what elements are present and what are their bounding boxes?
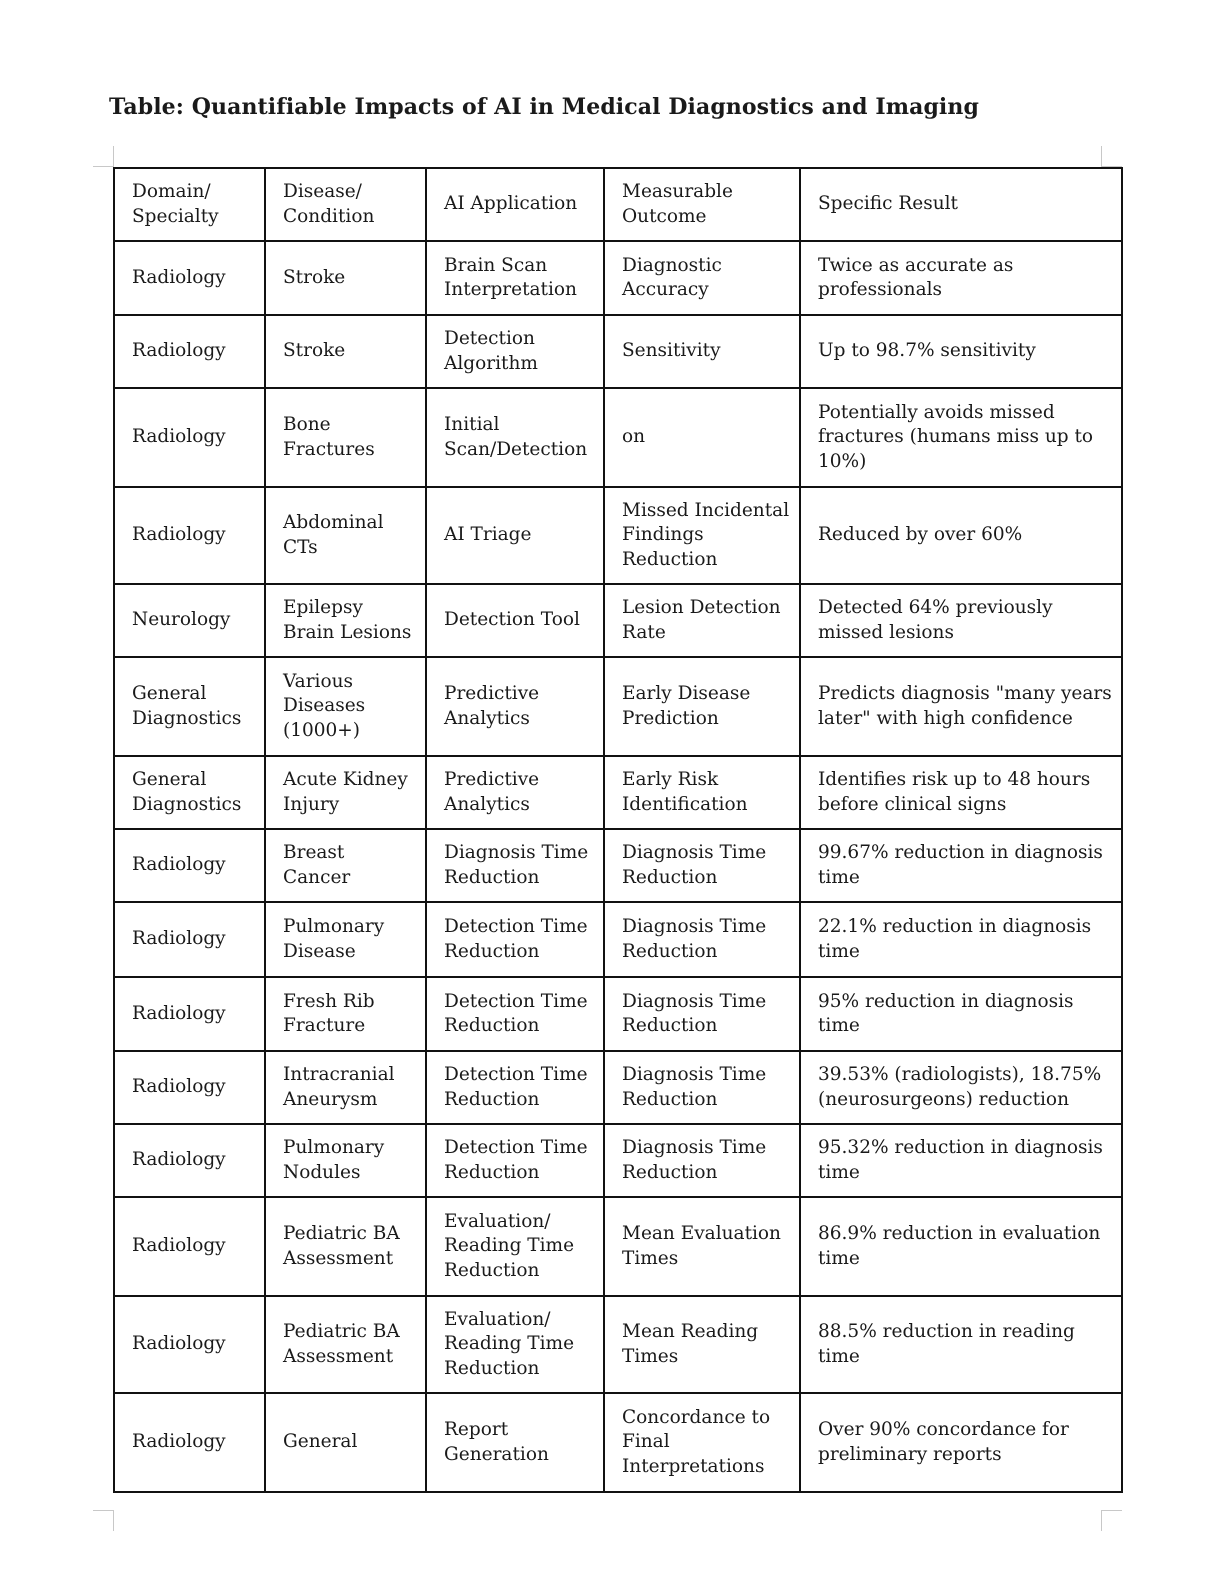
cell-measurable-outcome: Diagnosis Time Reduction bbox=[604, 977, 800, 1051]
cell-condition: Fresh Rib Fracture bbox=[265, 977, 426, 1051]
cell-condition: Pulmonary Nodules bbox=[265, 1124, 426, 1197]
cell-domain: Radiology bbox=[114, 315, 265, 388]
cell-specific-result: Potentially avoids missed fractures (humans miss up to 10%) bbox=[800, 388, 1122, 487]
cell-domain: Radiology bbox=[114, 829, 265, 902]
table-row bbox=[114, 1296, 1122, 1393]
table-row bbox=[114, 1124, 1122, 1197]
cell-measurable-outcome: Concordance to Final Interpretations bbox=[604, 1393, 800, 1492]
table-header-row bbox=[114, 168, 1122, 241]
table-row bbox=[114, 241, 1122, 315]
cell-measurable-outcome: Diagnosis Time Reduction bbox=[604, 1124, 800, 1197]
cell-domain: Radiology bbox=[114, 977, 265, 1051]
cell-ai-application: Report Generation bbox=[426, 1393, 604, 1492]
cell-condition: Abdominal CTs bbox=[265, 487, 426, 584]
cell-ai-application: Diagnosis Time Reduction bbox=[426, 829, 604, 902]
cell-condition: Various Diseases (1000+) bbox=[265, 657, 426, 756]
cell-ai-application: Predictive Analytics bbox=[426, 756, 604, 829]
cell-ai-application: Detection Time Reduction bbox=[426, 1051, 604, 1124]
cell-domain: Radiology bbox=[114, 388, 265, 487]
cell-condition: Intracranial Aneurysm bbox=[265, 1051, 426, 1124]
crop-mark-bottom-right bbox=[1101, 1510, 1122, 1531]
cell-domain: Radiology bbox=[114, 1296, 265, 1393]
cell-condition: Pediatric BA Assessment bbox=[265, 1197, 426, 1296]
header-cell-measurable-outcome: Measurable Outcome bbox=[604, 168, 800, 241]
cell-condition: Epilepsy Brain Lesions bbox=[265, 584, 426, 657]
table-row bbox=[114, 657, 1122, 756]
cell-domain: General Diagnostics bbox=[114, 756, 265, 829]
cell-measurable-outcome: Mean Evaluation Times bbox=[604, 1197, 800, 1296]
cell-ai-application: AI Triage bbox=[426, 487, 604, 584]
cell-domain: Radiology bbox=[114, 487, 265, 584]
impacts-table bbox=[113, 167, 1123, 1493]
cell-measurable-outcome: Lesion Detection Rate bbox=[604, 584, 800, 657]
cell-measurable-outcome: Mean Reading Times bbox=[604, 1296, 800, 1393]
cell-condition: General bbox=[265, 1393, 426, 1492]
header-cell-domain: Domain/ Specialty bbox=[114, 168, 265, 241]
cell-ai-application: Predictive Analytics bbox=[426, 657, 604, 756]
cell-specific-result: 86.9% reduction in evaluation time bbox=[800, 1197, 1122, 1296]
cell-domain: Neurology bbox=[114, 584, 265, 657]
cell-ai-application: Detection Algorithm bbox=[426, 315, 604, 388]
table-row bbox=[114, 388, 1122, 487]
cell-measurable-outcome: Missed Incidental Findings Reduction bbox=[604, 487, 800, 584]
cell-domain: Radiology bbox=[114, 1124, 265, 1197]
cell-condition: Stroke bbox=[265, 241, 426, 315]
cell-domain: Radiology bbox=[114, 241, 265, 315]
table-row bbox=[114, 487, 1122, 584]
cell-condition: Pulmonary Disease bbox=[265, 902, 426, 977]
table-row bbox=[114, 584, 1122, 657]
cell-specific-result: Twice as accurate as professionals bbox=[800, 241, 1122, 315]
cell-measurable-outcome: Diagnosis Time Reduction bbox=[604, 829, 800, 902]
cell-domain: Radiology bbox=[114, 1393, 265, 1492]
header-cell-specific-result: Specific Result bbox=[800, 168, 1122, 241]
table-row bbox=[114, 1051, 1122, 1124]
cell-specific-result: 22.1% reduction in diagnosis time bbox=[800, 902, 1122, 977]
cell-condition: Stroke bbox=[265, 315, 426, 388]
table-row bbox=[114, 315, 1122, 388]
table-body bbox=[114, 168, 1122, 1492]
cell-domain: Radiology bbox=[114, 902, 265, 977]
table-row bbox=[114, 902, 1122, 977]
cell-specific-result: Up to 98.7% sensitivity bbox=[800, 315, 1122, 388]
cell-measurable-outcome: Diagnosis Time Reduction bbox=[604, 902, 800, 977]
table-row bbox=[114, 1393, 1122, 1492]
cell-specific-result: 99.67% reduction in diagnosis time bbox=[800, 829, 1122, 902]
cell-specific-result: Identifies risk up to 48 hours before clinical signs bbox=[800, 756, 1122, 829]
cell-specific-result: Reduced by over 60% bbox=[800, 487, 1122, 584]
crop-mark-top-right bbox=[1101, 146, 1122, 167]
cell-condition: Breast Cancer bbox=[265, 829, 426, 902]
table-row bbox=[114, 756, 1122, 829]
crop-mark-top-left bbox=[93, 146, 114, 167]
header-cell-condition: Disease/ Condition bbox=[265, 168, 426, 241]
cell-condition: Pediatric BA Assessment bbox=[265, 1296, 426, 1393]
cell-ai-application: Evaluation/ Reading Time Reduction bbox=[426, 1197, 604, 1296]
cell-ai-application: Evaluation/ Reading Time Reduction bbox=[426, 1296, 604, 1393]
cell-measurable-outcome: Early Disease Prediction bbox=[604, 657, 800, 756]
cell-specific-result: 39.53% (radiologists), 18.75% (neurosurgeons) reduction bbox=[800, 1051, 1122, 1124]
crop-mark-bottom-left bbox=[93, 1510, 114, 1531]
document-title: Table: Quantifiable Impacts of AI in Medical Diagnostics and Imaging bbox=[109, 94, 979, 120]
cell-ai-application: Brain Scan Interpretation bbox=[426, 241, 604, 315]
cell-specific-result: Detected 64% previously missed lesions bbox=[800, 584, 1122, 657]
cell-specific-result: Over 90% concordance for preliminary reports bbox=[800, 1393, 1122, 1492]
cell-specific-result: Predicts diagnosis "many years later" with high confidence bbox=[800, 657, 1122, 756]
cell-measurable-outcome: on bbox=[604, 388, 800, 487]
cell-specific-result: 95% reduction in diagnosis time bbox=[800, 977, 1122, 1051]
cell-condition: Bone Fractures bbox=[265, 388, 426, 487]
header-cell-ai-application: AI Application bbox=[426, 168, 604, 241]
cell-ai-application: Detection Time Reduction bbox=[426, 977, 604, 1051]
cell-domain: Radiology bbox=[114, 1197, 265, 1296]
cell-measurable-outcome: Diagnostic Accuracy bbox=[604, 241, 800, 315]
cell-ai-application: Detection Tool bbox=[426, 584, 604, 657]
cell-ai-application: Initial Scan/Detection bbox=[426, 388, 604, 487]
cell-measurable-outcome: Early Risk Identification bbox=[604, 756, 800, 829]
table-row bbox=[114, 977, 1122, 1051]
cell-measurable-outcome: Diagnosis Time Reduction bbox=[604, 1051, 800, 1124]
table-row bbox=[114, 829, 1122, 902]
cell-specific-result: 95.32% reduction in diagnosis time bbox=[800, 1124, 1122, 1197]
cell-domain: General Diagnostics bbox=[114, 657, 265, 756]
table-row bbox=[114, 1197, 1122, 1296]
cell-ai-application: Detection Time Reduction bbox=[426, 1124, 604, 1197]
cell-domain: Radiology bbox=[114, 1051, 265, 1124]
cell-ai-application: Detection Time Reduction bbox=[426, 902, 604, 977]
cell-measurable-outcome: Sensitivity bbox=[604, 315, 800, 388]
cell-condition: Acute Kidney Injury bbox=[265, 756, 426, 829]
cell-specific-result: 88.5% reduction in reading time bbox=[800, 1296, 1122, 1393]
